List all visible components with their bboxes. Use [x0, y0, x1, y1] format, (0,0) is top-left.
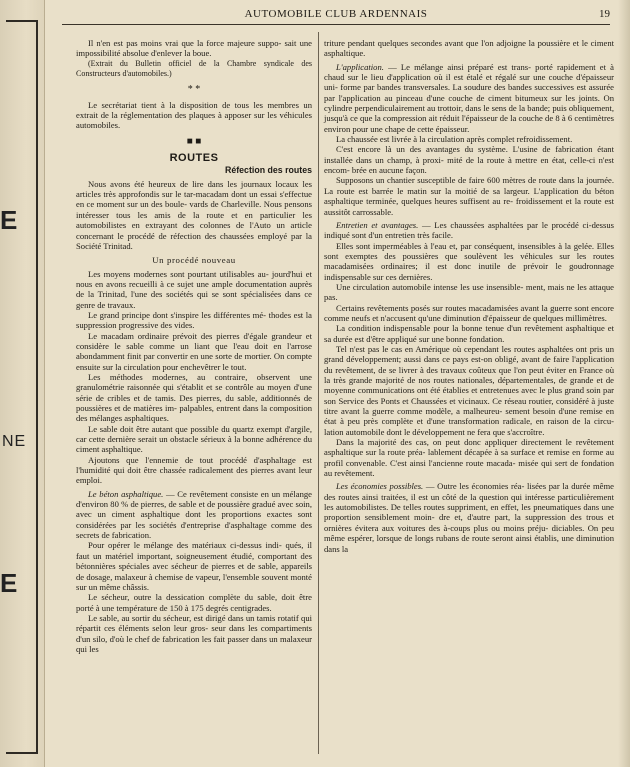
- paragraph: Certains revêtements posés sur routes macadamisées avant la guerre sont encore comme neufs et n'accusent qu'une diminution d'épaisseur de quelques millimètres.: [324, 302, 614, 323]
- paragraph-lead: Le béton asphaltique.: [88, 488, 164, 499]
- paragraph-body: — Outre les économies réa- lisées par la durée même des routes ainsi traitées, il est un côté de la question qui intéresse particulièrement les automobilistes. De telles routes suppriment, en effet, les pneumatiques dans une proportion sensiblement moin- dre et, d'autre part, la suppression des trous et ornières évitera aux voitures des à-coups plus ou moins préju- diciables. On peu même espérer, lorsque de longs rubans de route seront ainsi établis, une diminution dans la: [324, 481, 614, 554]
- paragraph: [76, 489, 312, 541]
- paragraph: Nous avons été heureux de lire dans les journaux locaux les articles très approfondis sur le tar-macadam dont un essai s'effectue en ce moment sur un des boule- vards de Charleville. Nous pensons intéresser tous les amis de la route et en particulier les automobilistes en extrayant des colonnes de l'Auto un article concernant le procédé de réfection des chaussées employé par la Société Trinitad.: [76, 178, 312, 251]
- right-column: [324, 38, 614, 554]
- paragraph-body: — Le mélange ainsi préparé est trans- porté rapidement et à chaud sur le lieu d'application où il est étalé et régalé sur une couche d'épaisseur uni- forme par bandes transversales. La soudure des bandes successives est assurée par l'application au pinceau d'une couche de ciment bitumeux sur les joints. On cylindre perpendiculairement au trottoir, dans le sens de la bande; puis obliquement, jusqu'à ce que la compression ait réduit l'épaisseur de la couche de 8 à 6 centimètres environ pour une chape de cette épaisseur.: [324, 61, 614, 134]
- paragraph: Le sable doit être autant que possible du quartz exempt d'argile, car cette dernière serait un obstacle sérieux à la bonne adhérence du ciment asphaltique.: [76, 423, 312, 455]
- running-header: [62, 8, 610, 25]
- section-heading: ROUTES: [169, 152, 219, 165]
- paragraph: Le sable, au sortir du sécheur, est dirigé dans un tamis rotatif qui répartit ces éléments selon leur gros- seur dans les compartiments d'un silo, d'où le chef de fabrication les fait passer dans un malaxeur qui les: [76, 612, 312, 654]
- article-title: Un procédé nouveau: [152, 255, 236, 266]
- paragraph: Le secrétariat tient à la disposition de tous les membres un extrait de la réglementation des plaques à apposer sur les véhicules automobiles.: [76, 99, 312, 131]
- paragraph: Elles sont imperméables à l'eau et, par conséquent, insensibles à la gelée. Elles sont exemptes des poussières que soulèvent les véhicules sur les routes macadamisées ordinaires; il est donc inutile de prévoir le goudronnage indispensable sur ces dernières.: [324, 240, 614, 282]
- facing-page-letter: NE: [2, 433, 27, 450]
- section-ornament: * *: [187, 84, 201, 96]
- paragraph: Pour opérer le mélange des matériaux ci-dessus indi- qués, il faut un matériel important, soigneusement étudié, comportant des bétonnières spéciales avec sécheur de pierres et de sable, appareils de dosage, malaxeur à chemise de vapeur, l'ensemble souvent monté sur un même châssis.: [76, 540, 312, 592]
- source-citation: (Extrait du Bulletin officiel de la Chambre syndicale des Constructeurs d'automobiles.): [76, 58, 312, 79]
- paragraph: [324, 220, 614, 241]
- paragraph: Il n'en est pas moins vrai que la force majeure suppo- sait une impossibilité absolue d'enlever la boue.: [76, 38, 312, 59]
- paragraph: Une circulation automobile intense les use insensible- ment, mais ne les attaque pas.: [324, 281, 614, 303]
- column-divider: [318, 32, 319, 754]
- paragraph: Les méthodes modernes, au contraire, observent une granulométrie raisonnée qui s'établit et se contrôle au moyen d'une série de cribles et de tamis. Des pierres, du sable, additionnés de poussières et de matières im- palpables, entrent dans la composition des mélanges asphaltiques.: [76, 371, 312, 424]
- header-title: AUTOMOBILE CLUB ARDENNAIS: [244, 8, 428, 20]
- paragraph: Tel n'est pas le cas en Amérique où cependant les routes asphaltées ont pris un grand développement; aussi dans ce pays est-on obligé, avant de faire l'application du revêtement, de se livrer à des travaux coûteux que l'on peut éviter en France où la très grande majorité de nos routes nationales, départementales, de grande et de moyenne communications ont été établies et entretenues avec le plus grand soin par son Service des Ponts et Chaussées et vicinaux. Ce réseau routier, considéré à juste titre avant la guerre comme modèle, a malheureu- sement besoin d'une remise en état à peu près complète et d'une transformation radicale, en raison de la circu- lation automobile dont le développement ne fera que s'accroître.: [324, 343, 614, 437]
- left-column: [76, 38, 312, 654]
- paragraph: Le sécheur, outre la dessication complète du sable, doit être porté à une température de 150 à 175 degrés centigrades.: [76, 592, 312, 613]
- paragraph: Dans la majorité des cas, on peut donc appliquer directement le revêtement asphaltique sur la route préa- lablement décapée à sa surface et remise en forme au profil convenable. C'est ainsi l'ancienne route macada- misée qui sert de fondation au revêtement.: [324, 437, 614, 479]
- paragraph: Ajoutons que l'ennemie de tout procédé d'asphaltage est l'humidité qui doit être chassée radicalement des pierres avant leur emploi.: [76, 454, 312, 486]
- paragraph-lead: Entretien et avantages.: [336, 219, 419, 230]
- article-subheading: Réfection des routes: [224, 165, 312, 176]
- paragraph-lead: Les économies possibles.: [336, 481, 424, 492]
- paragraph: C'est encore là un des avantages du système. L'usine de fabrication étant installée dans un champ, à proxi- mité de la route à mettre en état, celle-ci n'est encom- brée en aucune façon.: [324, 144, 614, 176]
- paragraph: La chaussée est livrée à la circulation après complet refroidissement.: [336, 134, 573, 145]
- paragraph-body: — Ce revêtement consiste en un mélange d'environ 80 % de pierres, de sable et de poussière gradué avec soin, avec un ciment asphaltique dont les proportions exactes sont considérées par les sociétés d'entreprise d'asphaltage comme des secrets de fabrication.: [76, 488, 312, 541]
- paragraph: Le macadam ordinaire prévoit des pierres d'égale grandeur et considère le sable comme un liant que l'eau doit en l'arrose abondamment finit par convertir en une sorte de mortier. On compte ensuite sur la circulation pour enchevêtrer le tout.: [76, 330, 312, 372]
- paragraph-body: — Les chaussées asphaltées par le procédé ci-dessus indiqué sont d'un entretien très facile.: [324, 219, 615, 241]
- paragraph: [324, 62, 614, 134]
- facing-page-border: [6, 20, 38, 754]
- paragraph: Les moyens modernes sont pourtant utilisables au- jourd'hui et nous en avons recueilli à ce sujet une ample documentation auprès de la Trinitad, l'une des sociétés qui se sont spécialisées dans ce genre de travaux.: [76, 268, 312, 310]
- page-edge-shadow: [618, 0, 630, 767]
- facing-page-letter: E: [0, 568, 18, 598]
- facing-page-letter: E: [0, 205, 18, 235]
- left-gutter-facing-page: [0, 0, 45, 767]
- paragraph: [324, 481, 614, 553]
- paragraph-lead: L'application.: [336, 61, 384, 72]
- paragraph: triture pendant quelques secondes avant que l'on adjoigne la poussière et le ciment asphaltique.: [324, 38, 614, 59]
- paragraph: La condition indispensable pour la bonne tenue d'un revêtement asphaltique et sa durée est d'être appliqué sur une bonne fondation.: [324, 323, 614, 344]
- paragraph: Le grand principe dont s'inspire les différentes mé- thodes est la suppression progressive des vides.: [76, 309, 312, 331]
- paragraph: Supposons un chantier susceptible de faire 600 mètres de route dans la journée. La route est barrée le matin sur la moitié de sa largeur. L'application du béton asphaltique terminée, quelques heures suffisent au re- froidissement et la route est aussitôt carrossable.: [324, 175, 614, 217]
- section-ornament: ■ ■: [186, 135, 202, 147]
- page-number: 19: [599, 8, 610, 20]
